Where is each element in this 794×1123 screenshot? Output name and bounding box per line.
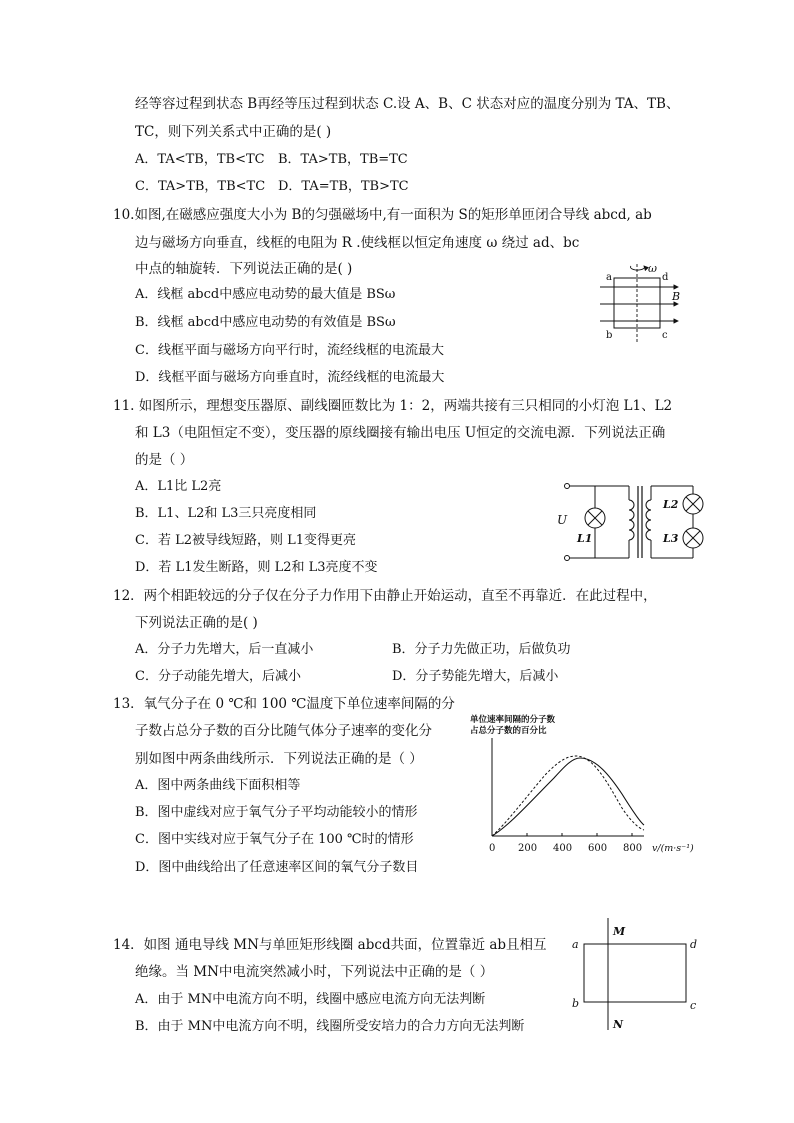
q10-fig-omega: ω <box>648 262 657 275</box>
q11-option-a: A．L1比 L2亮 <box>135 479 222 494</box>
q10-option-b: B．线框 abcd中感应电动势的有效值是 BSω <box>135 315 396 330</box>
q13-chart-tick-800: 800 <box>623 843 643 854</box>
q9-line1: 经等容过程到状态 B再经等压过程到状态 C.设 A、B、C 状态对应的温度分别为 TA、TB、 <box>135 96 680 112</box>
q10-fig-B: B <box>672 290 681 303</box>
q12-option-d: D．分子势能先增大，后减小 <box>392 669 559 684</box>
q14-option-a: A．由于 MN中电流方向不明，线圈中感应电流方向无法判断 <box>135 992 486 1007</box>
q13-chart-solid-curve <box>492 758 644 836</box>
q14-fig-b: b <box>572 997 580 1010</box>
q14-fig-N: N <box>613 1018 624 1031</box>
q14-option-b: B．由于 MN中电流方向不明，线圈所受安培力的合力方向无法判断 <box>135 1019 525 1034</box>
q10-option-d: D．线框平面与磁场方向垂直时，流经线框的电流最大 <box>135 370 445 385</box>
q13-chart-xlabel: v/(m·s⁻¹) <box>652 843 694 854</box>
q9-option-c: C．TA>TB，TB<TC <box>135 179 266 194</box>
q9-line2: TC，则下列关系式中正确的是( ) <box>135 124 332 140</box>
q10-line2: 边与磁场方向垂直，线框的电阻为 R .使线框以恒定角速度 ω 绕过 ad、bc <box>135 235 580 251</box>
q11-line3: 的是（ ） <box>135 452 194 468</box>
q10-fig-d: d <box>662 272 669 283</box>
q11-fig-L3: L3 <box>663 532 679 545</box>
q11-fig-L2: L2 <box>663 498 679 511</box>
q14-fig-d: d <box>690 938 698 951</box>
q10-line1: 10.如图,在磁感应强度大小为 B的匀强磁场中,有一面积为 S的矩形单匝闭合导线 abcd, ab <box>113 207 652 223</box>
q10-line3: 中点的轴旋转．下列说法正确的是( ) <box>135 261 353 277</box>
q13-chart-ylabel-2: 占总分子数的百分比 <box>470 726 547 736</box>
q13-chart-ylabel-1: 单位速率间隔的分子数 <box>470 715 556 725</box>
q14-fig-c: c <box>690 999 697 1012</box>
q9-option-a: A．TA<TB，TB<TC <box>135 152 265 167</box>
q11-option-d: D．若 L1发生断路，则 L2和 L3亮度不变 <box>135 560 378 575</box>
q13-chart-tick-0: 0 <box>489 843 496 854</box>
q13-option-b: B．图中虚线对应于氧气分子平均动能较小的情形 <box>135 805 418 820</box>
q11-transformer-figure <box>555 480 715 565</box>
q13-line3: 别如图中两条曲线所示．下列说法正确的是（ ） <box>135 751 423 767</box>
q13-option-d: D．图中曲线给出了任意速率区间的氧气分子数目 <box>135 860 419 875</box>
q12-option-b: B．分子力先做正功，后做负功 <box>392 642 571 657</box>
q9-option-b: B．TA>TB，TB=TC <box>278 152 408 167</box>
q13-chart-tick-400: 400 <box>553 843 573 854</box>
q11-fig-L1: L1 <box>577 532 593 545</box>
q9-option-d: D．TA=TB，TB>TC <box>278 179 409 194</box>
q14-coil-rectangle <box>584 944 686 1002</box>
q10-fig-a: a <box>606 272 612 283</box>
q10-option-a: A．线框 abcd中感应电动势的最大值是 BSω <box>135 287 396 302</box>
q11-line2: 和 L3（电阻恒定不变），变压器的原线圈接有输出电压 U恒定的交流电源．下列说法正确 <box>135 425 666 441</box>
q11-fig-U: U <box>557 513 568 527</box>
q13-line1: 13．氧气分子在 0 ℃和 100 ℃温度下单位速率间隔的分 <box>113 696 455 712</box>
q14-wire-coil-figure <box>567 918 707 1033</box>
q12-option-a: A．分子力先增大，后一直减小 <box>135 642 314 657</box>
q13-line2: 子数占总分子数的百分比随气体分子速率的变化分 <box>135 723 432 739</box>
q13-option-a: A．图中两条曲线下面积相等 <box>135 778 301 793</box>
q13-chart-tick-200: 200 <box>518 843 538 854</box>
q14-fig-M: M <box>613 925 626 938</box>
q12-line1: 12．两个相距较远的分子仅在分子力作用下由静止开始运动，直至不再靠近．在此过程中， <box>113 588 657 604</box>
q11-option-b: B．L1、L2和 L3三只亮度相同 <box>135 506 317 521</box>
q11-option-c: C．若 L2被导线短路，则 L1变得更亮 <box>135 533 357 548</box>
q10-fig-b: b <box>606 330 613 341</box>
q12-line2: 下列说法正确的是( ) <box>135 615 258 631</box>
q10-fig-c: c <box>662 330 668 341</box>
q13-chart-dashed-curve <box>492 756 644 836</box>
q14-line2: 绝缘。当 MN中电流突然减小时，下列说法中正确的是（ ） <box>135 964 494 980</box>
q13-chart-tick-600: 600 <box>588 843 608 854</box>
q13-speed-distribution-chart <box>466 712 706 857</box>
q14-line1: 14．如图 通电导线 MN与单匝矩形线圈 abcd共面，位置靠近 ab且相互 <box>113 937 547 953</box>
q10-option-c: C．线框平面与磁场方向平行时，流经线框的电流最大 <box>135 343 444 358</box>
q12-option-c: C．分子动能先增大，后减小 <box>135 669 301 684</box>
q10-coil-figure <box>598 258 688 346</box>
q13-option-c: C．图中实线对应于氧气分子在 100 ℃时的情形 <box>135 832 414 847</box>
q14-fig-a: a <box>572 938 579 951</box>
q11-line1: 11. 如图所示，理想变压器原、副线圈匝数比为 1：2，两端共接有三只相同的小灯泡 L1、L2 <box>113 398 673 414</box>
